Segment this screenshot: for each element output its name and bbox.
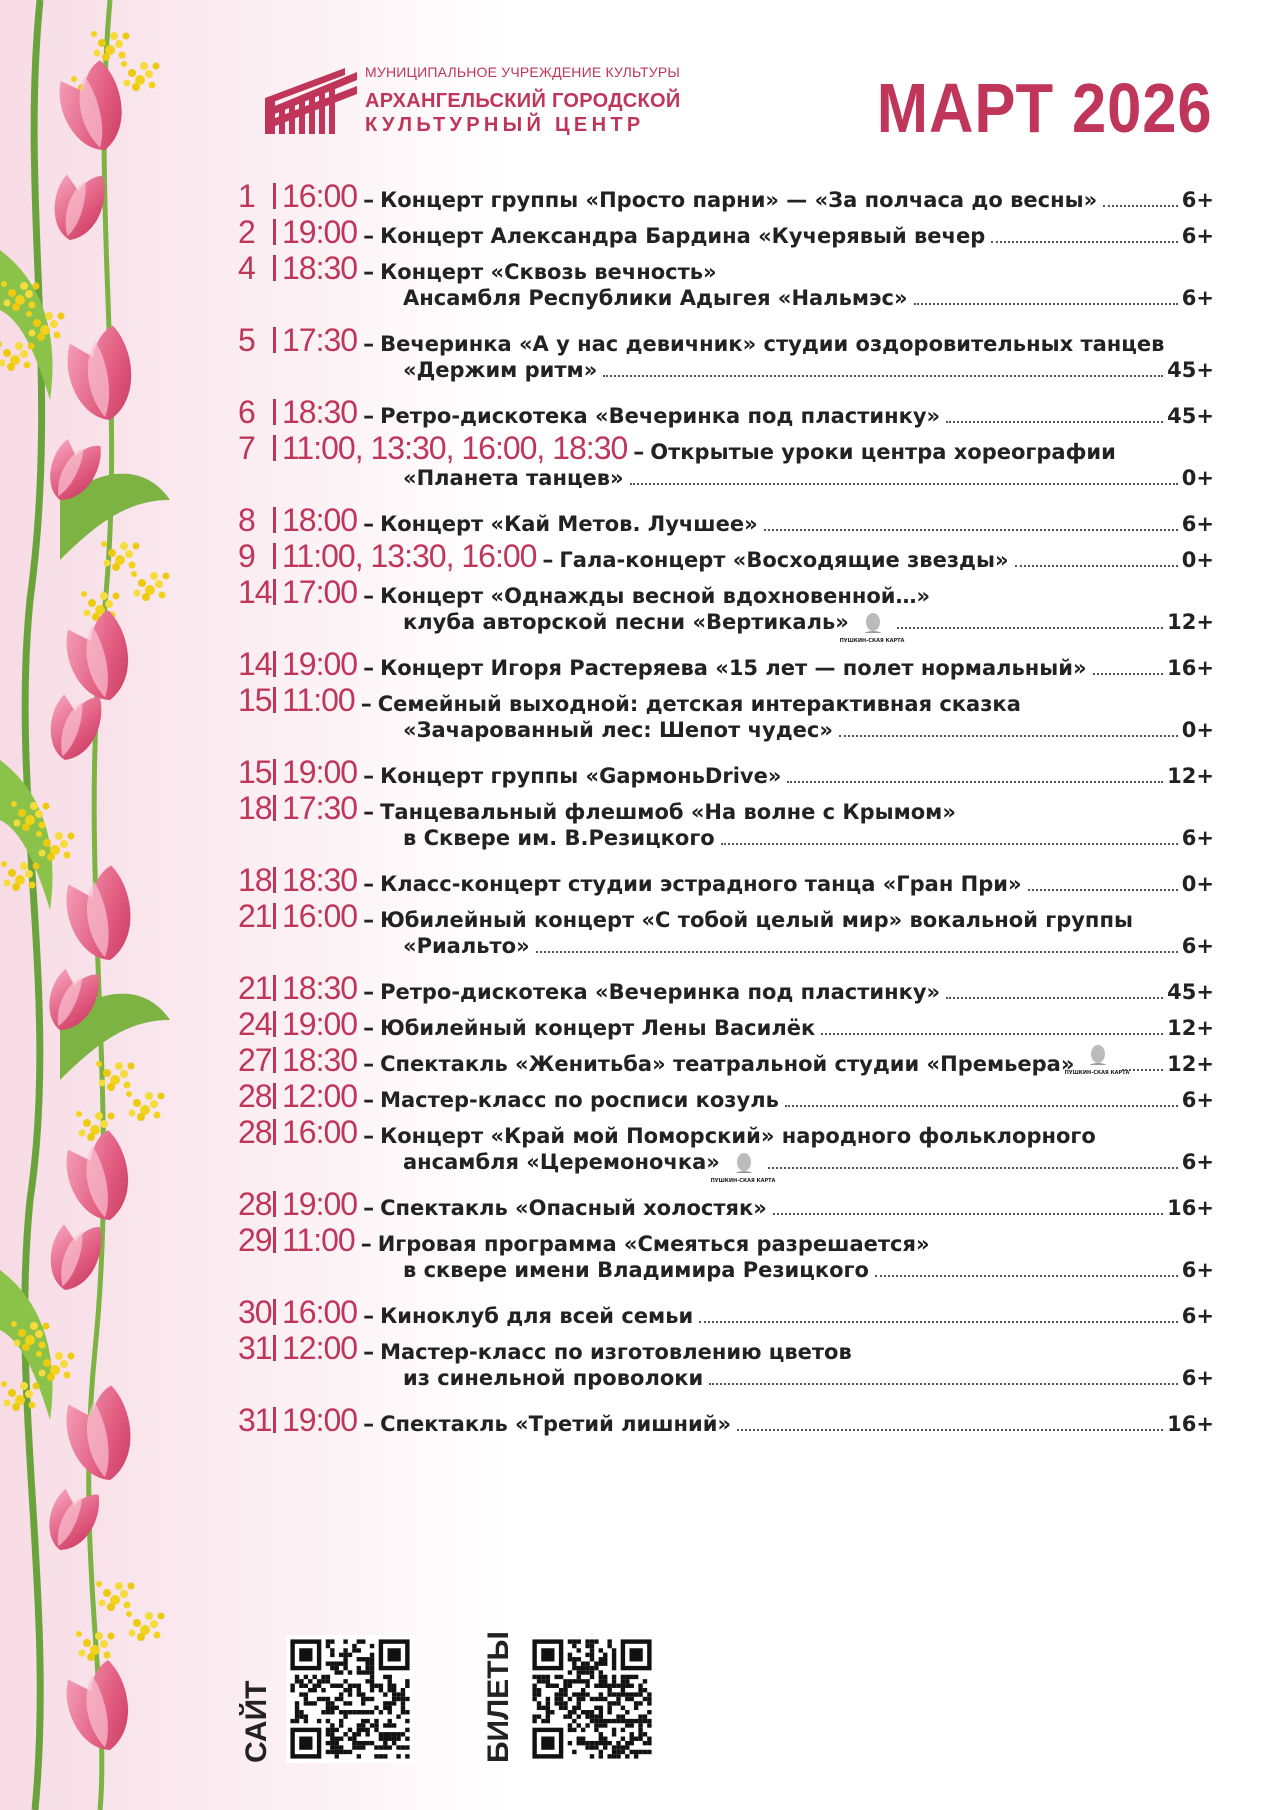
event-date: 4 [238,250,255,286]
dash-separator: – [363,512,375,537]
dot-leader [946,997,1163,999]
event-line-main [238,1402,1214,1438]
event-item [238,1186,1214,1222]
dot-leader [773,1213,1163,1215]
date-separator [273,867,276,893]
age-rating: 0+ [1181,872,1214,896]
dash-separator: – [363,980,375,1005]
event-title: ансамбля «Церемоночка» [403,1150,720,1174]
event-title: Ретро-дискотека «Вечеринка под пластинку» [380,404,941,428]
event-title: «Риальто» [403,934,530,958]
event-time: 17:30 [282,790,358,826]
event-time: 18:30 [282,970,358,1006]
event-time: 19:00 [282,1006,358,1042]
pushkin-card-icon [1064,1043,1130,1077]
event-item [238,250,1214,322]
event-title: Киноклуб для всей семьи [380,1304,694,1328]
event-line-main [238,430,1214,466]
event-title: Концерт «Край мой Поморский» народного фольклорного [380,1124,1096,1148]
event-date: 8 [238,502,255,538]
date-separator [273,759,276,785]
event-title: Спектакль «Женитьба» театральной студии «Премьера» [380,1052,1075,1076]
qr-code-tickets[interactable] [528,1635,656,1763]
event-date: 31 [238,1402,272,1438]
event-title: Юбилейный концерт «С тобой целый мир» вокальной группы [380,908,1133,932]
event-line-main [238,646,1214,682]
event-line-cont [238,1258,1214,1294]
event-date: 7 [238,430,255,466]
dot-leader [1103,205,1178,207]
building-logo-icon [265,68,357,134]
event-date: 21 [238,898,272,934]
age-rating: 45+ [1167,358,1214,382]
event-line-main [238,1294,1214,1330]
event-item [238,1042,1214,1078]
age-rating: 6+ [1181,1088,1214,1112]
event-line-cont [238,826,1214,862]
dot-leader [699,1321,1178,1323]
event-line-main [238,1078,1214,1114]
dot-leader [1028,889,1178,891]
event-line-cont [238,1150,1214,1186]
event-time: 19:00 [282,754,358,790]
dash-separator: – [363,1016,375,1041]
event-item [238,178,1214,214]
qr-code-site[interactable] [286,1635,414,1763]
dot-leader [709,1383,1178,1385]
qr-site-label: САЙТ [240,1680,273,1763]
dot-leader [821,1033,1163,1035]
event-item [238,1114,1214,1186]
event-line-main [238,790,1214,826]
dash-separator: – [360,1232,372,1257]
date-separator [273,1227,276,1253]
date-separator [273,687,276,713]
date-separator [273,1119,276,1145]
pushkin-card-icon [839,611,905,645]
dash-separator: – [363,1340,375,1365]
event-line-cont [238,1366,1214,1402]
dash-separator: – [633,440,645,465]
age-rating: 12+ [1167,1016,1214,1040]
age-rating: 45+ [1167,404,1214,428]
date-separator [273,1191,276,1217]
event-date: 14 [238,646,272,682]
date-separator [273,1011,276,1037]
dot-leader [630,483,1178,485]
event-time: 11:00, 13:30, 16:00, 18:30 [282,430,628,466]
event-line-main [238,250,1214,286]
event-item [238,898,1214,970]
dot-leader [737,1429,1163,1431]
event-item [238,502,1214,538]
dot-leader [946,421,1163,423]
event-item [238,430,1214,502]
month-title: МАРТ 2026 [877,69,1213,147]
dash-separator: – [363,1124,375,1149]
date-separator [273,183,276,209]
dash-separator: – [363,1304,375,1329]
event-time: 17:00 [282,574,358,610]
event-title: Концерт группы «GармоньDrive» [380,764,782,788]
age-rating: 16+ [1167,1196,1214,1220]
date-separator [273,651,276,677]
pushkin-card-icon [710,1151,776,1185]
event-date: 14 [238,574,272,610]
event-line-cont [238,610,1214,646]
date-separator [273,435,276,461]
dot-leader [875,1275,1178,1277]
event-line-main [238,394,1214,430]
event-item [238,682,1214,754]
event-item [238,1222,1214,1294]
event-title: из синельной проволоки [403,1366,704,1390]
event-time: 18:30 [282,250,358,286]
event-line-main [238,1114,1214,1150]
event-title: Гала-концерт «Восходящие звезды» [559,548,1009,572]
date-separator [273,327,276,353]
tulip-decoration [0,0,200,1810]
event-item [238,1330,1214,1402]
date-separator [273,543,276,569]
event-item [238,394,1214,430]
dash-separator: – [542,548,554,573]
date-separator [273,219,276,245]
event-title: Игровая программа «Смеяться разрешается» [377,1232,930,1256]
event-line-cont [238,286,1214,322]
event-title: Ретро-дискотека «Вечеринка под пластинку» [380,980,941,1004]
event-time: 18:30 [282,394,358,430]
dash-separator: – [363,764,375,789]
age-rating: 6+ [1181,934,1214,958]
date-separator [273,1335,276,1361]
date-separator [273,1047,276,1073]
dash-separator: – [363,1088,375,1113]
event-title: клуба авторской песни «Вертикаль» [403,610,849,634]
event-time: 19:00 [282,1402,358,1438]
header [265,64,1225,154]
dot-leader [721,843,1178,845]
event-title: Концерт Игоря Растеряева «15 лет — полет нормальный» [380,656,1087,680]
event-title: в Сквере им. В.Резицкого [403,826,715,850]
event-title: Танцевальный флешмоб «На волне с Крымом» [380,800,956,824]
event-title: Спектакль «Опасный холостяк» [380,1196,767,1220]
event-item [238,322,1214,394]
date-separator [273,1407,276,1433]
event-title: Вечеринка «А у нас девичник» студии оздоровительных танцев [380,332,1165,356]
dot-leader [764,529,1178,531]
age-rating: 12+ [1167,1052,1214,1076]
event-time: 16:00 [282,898,358,934]
date-separator [273,903,276,929]
pushkin-card-label: ПУШКИН-СКАЯ КАРТА [839,638,905,644]
event-item [238,1078,1214,1114]
event-line-main [238,322,1214,358]
age-rating: 12+ [1167,764,1214,788]
dash-separator: – [363,872,375,897]
event-time: 16:00 [282,178,358,214]
event-date: 6 [238,394,255,430]
event-time: 19:00 [282,214,358,250]
dash-separator: – [363,332,375,357]
dash-separator: – [363,1412,375,1437]
event-item [238,862,1214,898]
dot-leader [536,951,1178,953]
event-schedule [238,178,1214,1438]
event-date: 1 [238,178,255,214]
age-rating: 6+ [1181,188,1214,212]
event-item [238,214,1214,250]
event-item [238,1006,1214,1042]
pushkin-card-label: ПУШКИН-СКАЯ КАРТА [710,1178,776,1184]
event-date: 28 [238,1114,272,1150]
event-title: Класс-концерт студии эстрадного танца «Гран При» [380,872,1022,896]
event-time: 16:00 [282,1294,358,1330]
date-separator [273,579,276,605]
event-title: Концерт «Сквозь вечность» [380,260,717,284]
event-title: Концерт «Однажды весной вдохновенной…» [380,584,931,608]
age-rating: 6+ [1181,224,1214,248]
dash-separator: – [363,584,375,609]
event-date: 9 [238,538,255,574]
event-line-main [238,754,1214,790]
event-time: 17:30 [282,322,358,358]
event-time: 19:00 [282,646,358,682]
event-line-main [238,1042,1214,1078]
event-title: Открытые уроки центра хореографии [650,440,1116,464]
age-rating: 6+ [1181,1304,1214,1328]
event-time: 18:30 [282,1042,358,1078]
event-line-main [238,1330,1214,1366]
qr-tickets-label: БИЛЕТЫ [482,1631,515,1763]
age-rating: 6+ [1181,1366,1214,1390]
event-date: 18 [238,790,272,826]
event-time: 18:00 [282,502,358,538]
event-time: 19:00 [282,1186,358,1222]
date-separator [273,795,276,821]
dot-leader [1093,673,1164,675]
event-line-main [238,178,1214,214]
event-time: 11:00, 13:30, 16:00 [282,538,537,574]
event-item [238,790,1214,862]
pushkin-card-label: ПУШКИН-СКАЯ КАРТА [1064,1070,1130,1076]
dash-separator: – [363,908,375,933]
dot-leader [897,627,1163,629]
event-time: 16:00 [282,1114,358,1150]
dash-separator: – [363,656,375,681]
dot-leader [1015,565,1178,567]
event-title: Концерт Александра Бардина «Кучерявый вечер [380,224,986,248]
event-title: Мастер-класс по изготовлению цветов [380,1340,852,1364]
event-date: 2 [238,214,255,250]
event-time: 18:30 [282,862,358,898]
event-line-cont [238,934,1214,970]
age-rating: 0+ [1181,718,1214,742]
dot-leader [768,1167,1178,1169]
event-title: Юбилейный концерт Лены Василёк [380,1016,816,1040]
event-date: 29 [238,1222,272,1258]
event-date: 15 [238,754,272,790]
age-rating: 0+ [1181,548,1214,572]
org-subtitle: МУНИЦИПАЛЬНОЕ УЧРЕЖДЕНИЕ КУЛЬТУРЫ [365,64,680,80]
event-title: Ансамбля Республики Адыгея «Нальмэс» [403,286,908,310]
event-item [238,1294,1214,1330]
dash-separator: – [363,404,375,429]
age-rating: 45+ [1167,980,1214,1004]
dash-separator: – [363,800,375,825]
event-line-main [238,970,1214,1006]
event-title: Семейный выходной: детская интерактивная сказка [377,692,1021,716]
event-date: 15 [238,682,272,718]
dot-leader [991,241,1178,243]
event-title: «Планета танцев» [403,466,624,490]
dash-separator: – [363,188,375,213]
age-rating: 6+ [1181,512,1214,536]
dash-separator: – [360,692,372,717]
org-name-line1: АРХАНГЕЛЬСКИЙ ГОРОДСКОЙ [365,90,681,112]
event-date: 5 [238,322,255,358]
event-item [238,574,1214,646]
event-line-cont [238,718,1214,754]
event-title: Концерт группы «Просто парни» — «За полчаса до весны» [380,188,1098,212]
dash-separator: – [363,1052,375,1077]
age-rating: 16+ [1167,656,1214,680]
age-rating: 6+ [1181,286,1214,310]
event-title: в сквере имени Владимира Резицкого [403,1258,869,1282]
event-date: 28 [238,1078,272,1114]
event-item [238,754,1214,790]
age-rating: 16+ [1167,1412,1214,1436]
dot-leader [839,735,1178,737]
event-line-main [238,574,1214,610]
date-separator [273,975,276,1001]
dash-separator: – [363,224,375,249]
event-item [238,970,1214,1006]
age-rating: 6+ [1181,826,1214,850]
date-separator [273,399,276,425]
event-line-cont [238,358,1214,394]
event-item [238,1402,1214,1438]
event-line-cont [238,466,1214,502]
dot-leader [785,1105,1178,1107]
event-title: Концерт «Кай Метов. Лучшее» [380,512,758,536]
event-line-main [238,1186,1214,1222]
dot-leader [603,375,1163,377]
dot-leader [914,303,1178,305]
age-rating: 12+ [1167,610,1214,634]
event-line-main [238,682,1214,718]
event-time: 12:00 [282,1330,358,1366]
dot-leader [787,781,1163,783]
event-date: 21 [238,970,272,1006]
age-rating: 6+ [1181,1150,1214,1174]
event-line-main [238,502,1214,538]
dash-separator: – [363,1196,375,1221]
event-time: 11:00 [282,682,355,718]
org-name-line2: КУЛЬТУРНЫЙ ЦЕНТР [365,114,645,136]
event-time: 12:00 [282,1078,358,1114]
age-rating: 0+ [1181,466,1214,490]
date-separator [273,507,276,533]
event-title: «Зачарованный лес: Шепот чудес» [403,718,833,742]
event-title: Мастер-класс по росписи козуль [380,1088,779,1112]
dash-separator: – [363,260,375,285]
event-date: 24 [238,1006,272,1042]
event-line-main [238,538,1214,574]
event-line-main [238,214,1214,250]
event-item [238,538,1214,574]
event-date: 27 [238,1042,272,1078]
event-line-main [238,898,1214,934]
event-item [238,646,1214,682]
age-rating: 6+ [1181,1258,1214,1282]
date-separator [273,1299,276,1325]
event-title: Спектакль «Третий лишний» [380,1412,732,1436]
date-separator [273,255,276,281]
event-date: 18 [238,862,272,898]
event-date: 30 [238,1294,272,1330]
event-date: 31 [238,1330,272,1366]
dot-leader [1122,1069,1163,1071]
event-date: 28 [238,1186,272,1222]
date-separator [273,1083,276,1109]
event-line-main [238,1222,1214,1258]
event-time: 11:00 [282,1222,355,1258]
event-line-main [238,1006,1214,1042]
event-title: «Держим ритм» [403,358,598,382]
event-line-main [238,862,1214,898]
